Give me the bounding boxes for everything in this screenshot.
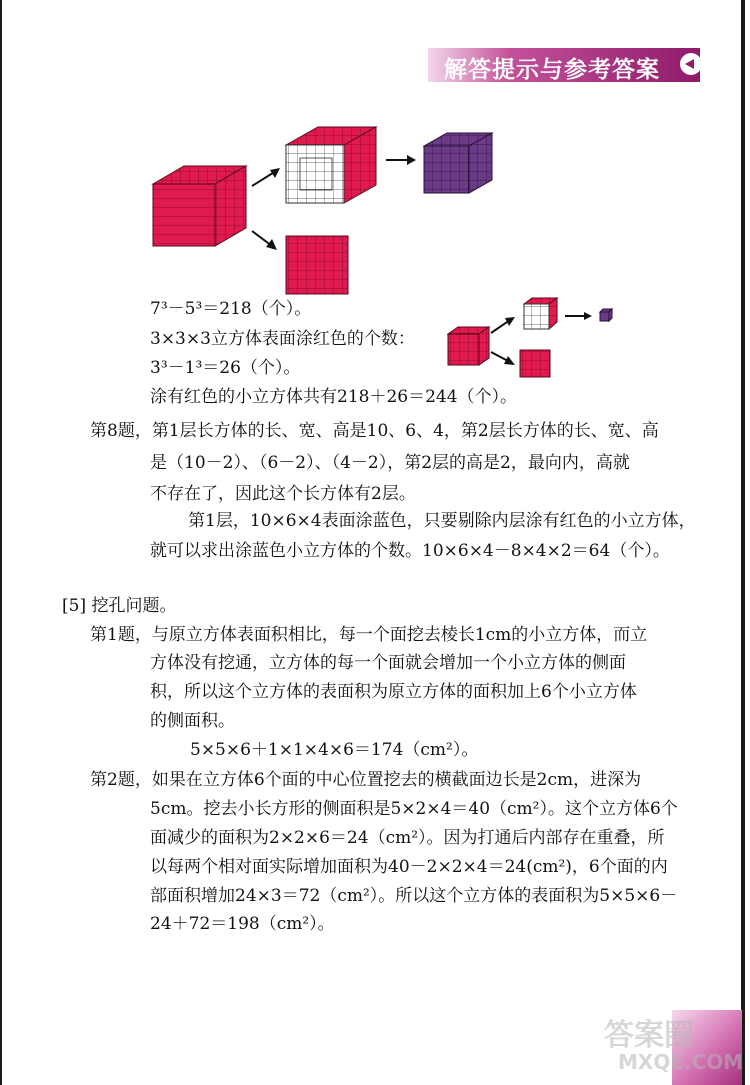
purple-cube xyxy=(424,133,492,193)
arrow-icon xyxy=(565,312,592,320)
question-2-line-5: 部面积增加24×3＝72（cm²）。所以这个立方体的表面积为5×5×6－ xyxy=(150,886,678,906)
small-red-cube xyxy=(448,327,489,365)
text-line-3x3x3: 3×3×3立方体表面涂红色的个数： xyxy=(150,329,415,349)
arrow-icon xyxy=(252,168,280,186)
arrow-icon xyxy=(386,155,416,165)
question-2-line-3: 面减少的面积为2×2×6＝24（cm²）。因为打通后内部存在重叠，所 xyxy=(150,828,665,848)
large-red-cube xyxy=(153,166,246,246)
question-2-line-4: 以每两个相对面实际增加面积为40－2×2×4＝24(cm²)，6个面的内 xyxy=(150,857,668,877)
question-2-line-2: 5cm。挖去小长方形的侧面积是5×2×4＝40（cm²）。这个立方体6个 xyxy=(150,799,678,819)
question-8-line-5: 就可以求出涂蓝色小立方体的个数。10×6×4－8×4×2＝64（个）。 xyxy=(150,541,670,561)
arrow-icon xyxy=(491,352,515,365)
arrow-icon xyxy=(252,231,277,250)
question-1-line-4: 的侧面积。 xyxy=(150,711,235,731)
question-1-line-2: 方体没有挖通，立方体的每一个面就会增加一个小立方体的侧面 xyxy=(150,653,626,673)
calc-line-total-red: 涂有红色的小立方体共有218＋26＝244（个）。 xyxy=(150,387,518,407)
watermark-url: MXQE.COM xyxy=(618,1050,744,1074)
tiny-purple-cube xyxy=(600,309,612,321)
watermark-logo: 答案圈 xyxy=(604,1018,694,1053)
calc-line-26: 3³－1³＝26（个）。 xyxy=(150,358,301,378)
section-heading-digging: [5] 挖孔问题。 xyxy=(62,596,177,616)
hollow-cube xyxy=(286,127,376,203)
calc-line-outer-cubes: 7³－5³＝218（个）。 xyxy=(150,299,312,319)
header-title: 解答提示与参考答案 xyxy=(444,57,660,83)
question-8-line-1: 第8题，第1层长方体的长、宽、高是10、6、4，第2层长方体的长、宽、高 xyxy=(90,421,659,441)
question-8-line-2: 是（10－2）、（6－2）、（4－2），第2层的高是2，最向内，高就 xyxy=(150,453,630,473)
red-face-square xyxy=(286,236,348,294)
question-1-line-3: 积，所以这个立方体的表面积为原立方体的面积加上6个小立方体 xyxy=(150,682,637,702)
arrow-icon xyxy=(491,317,515,333)
question-1-formula: 5×5×6＋1×1×4×6＝174（cm²）。 xyxy=(190,740,479,760)
question-1-line-1: 第1题，与原立方体表面积相比，每一个面挖去棱长1cm的小立方体，而立 xyxy=(90,625,648,645)
question-8-line-3: 不存在了，因此这个长方体有2层。 xyxy=(150,484,416,504)
question-2-line-1: 第2题，如果在立方体6个面的中心位置挖去的横截面边长是2cm，进深为 xyxy=(90,770,642,790)
question-8-line-4: 第1层，10×6×4表面涂蓝色，只要剔除内层涂有红色的小立方体， xyxy=(188,511,696,531)
small-red-face-square xyxy=(520,350,550,377)
small-hollow-cube xyxy=(524,298,557,329)
question-2-line-6: 24＋72＝198（cm²）。 xyxy=(150,914,335,934)
